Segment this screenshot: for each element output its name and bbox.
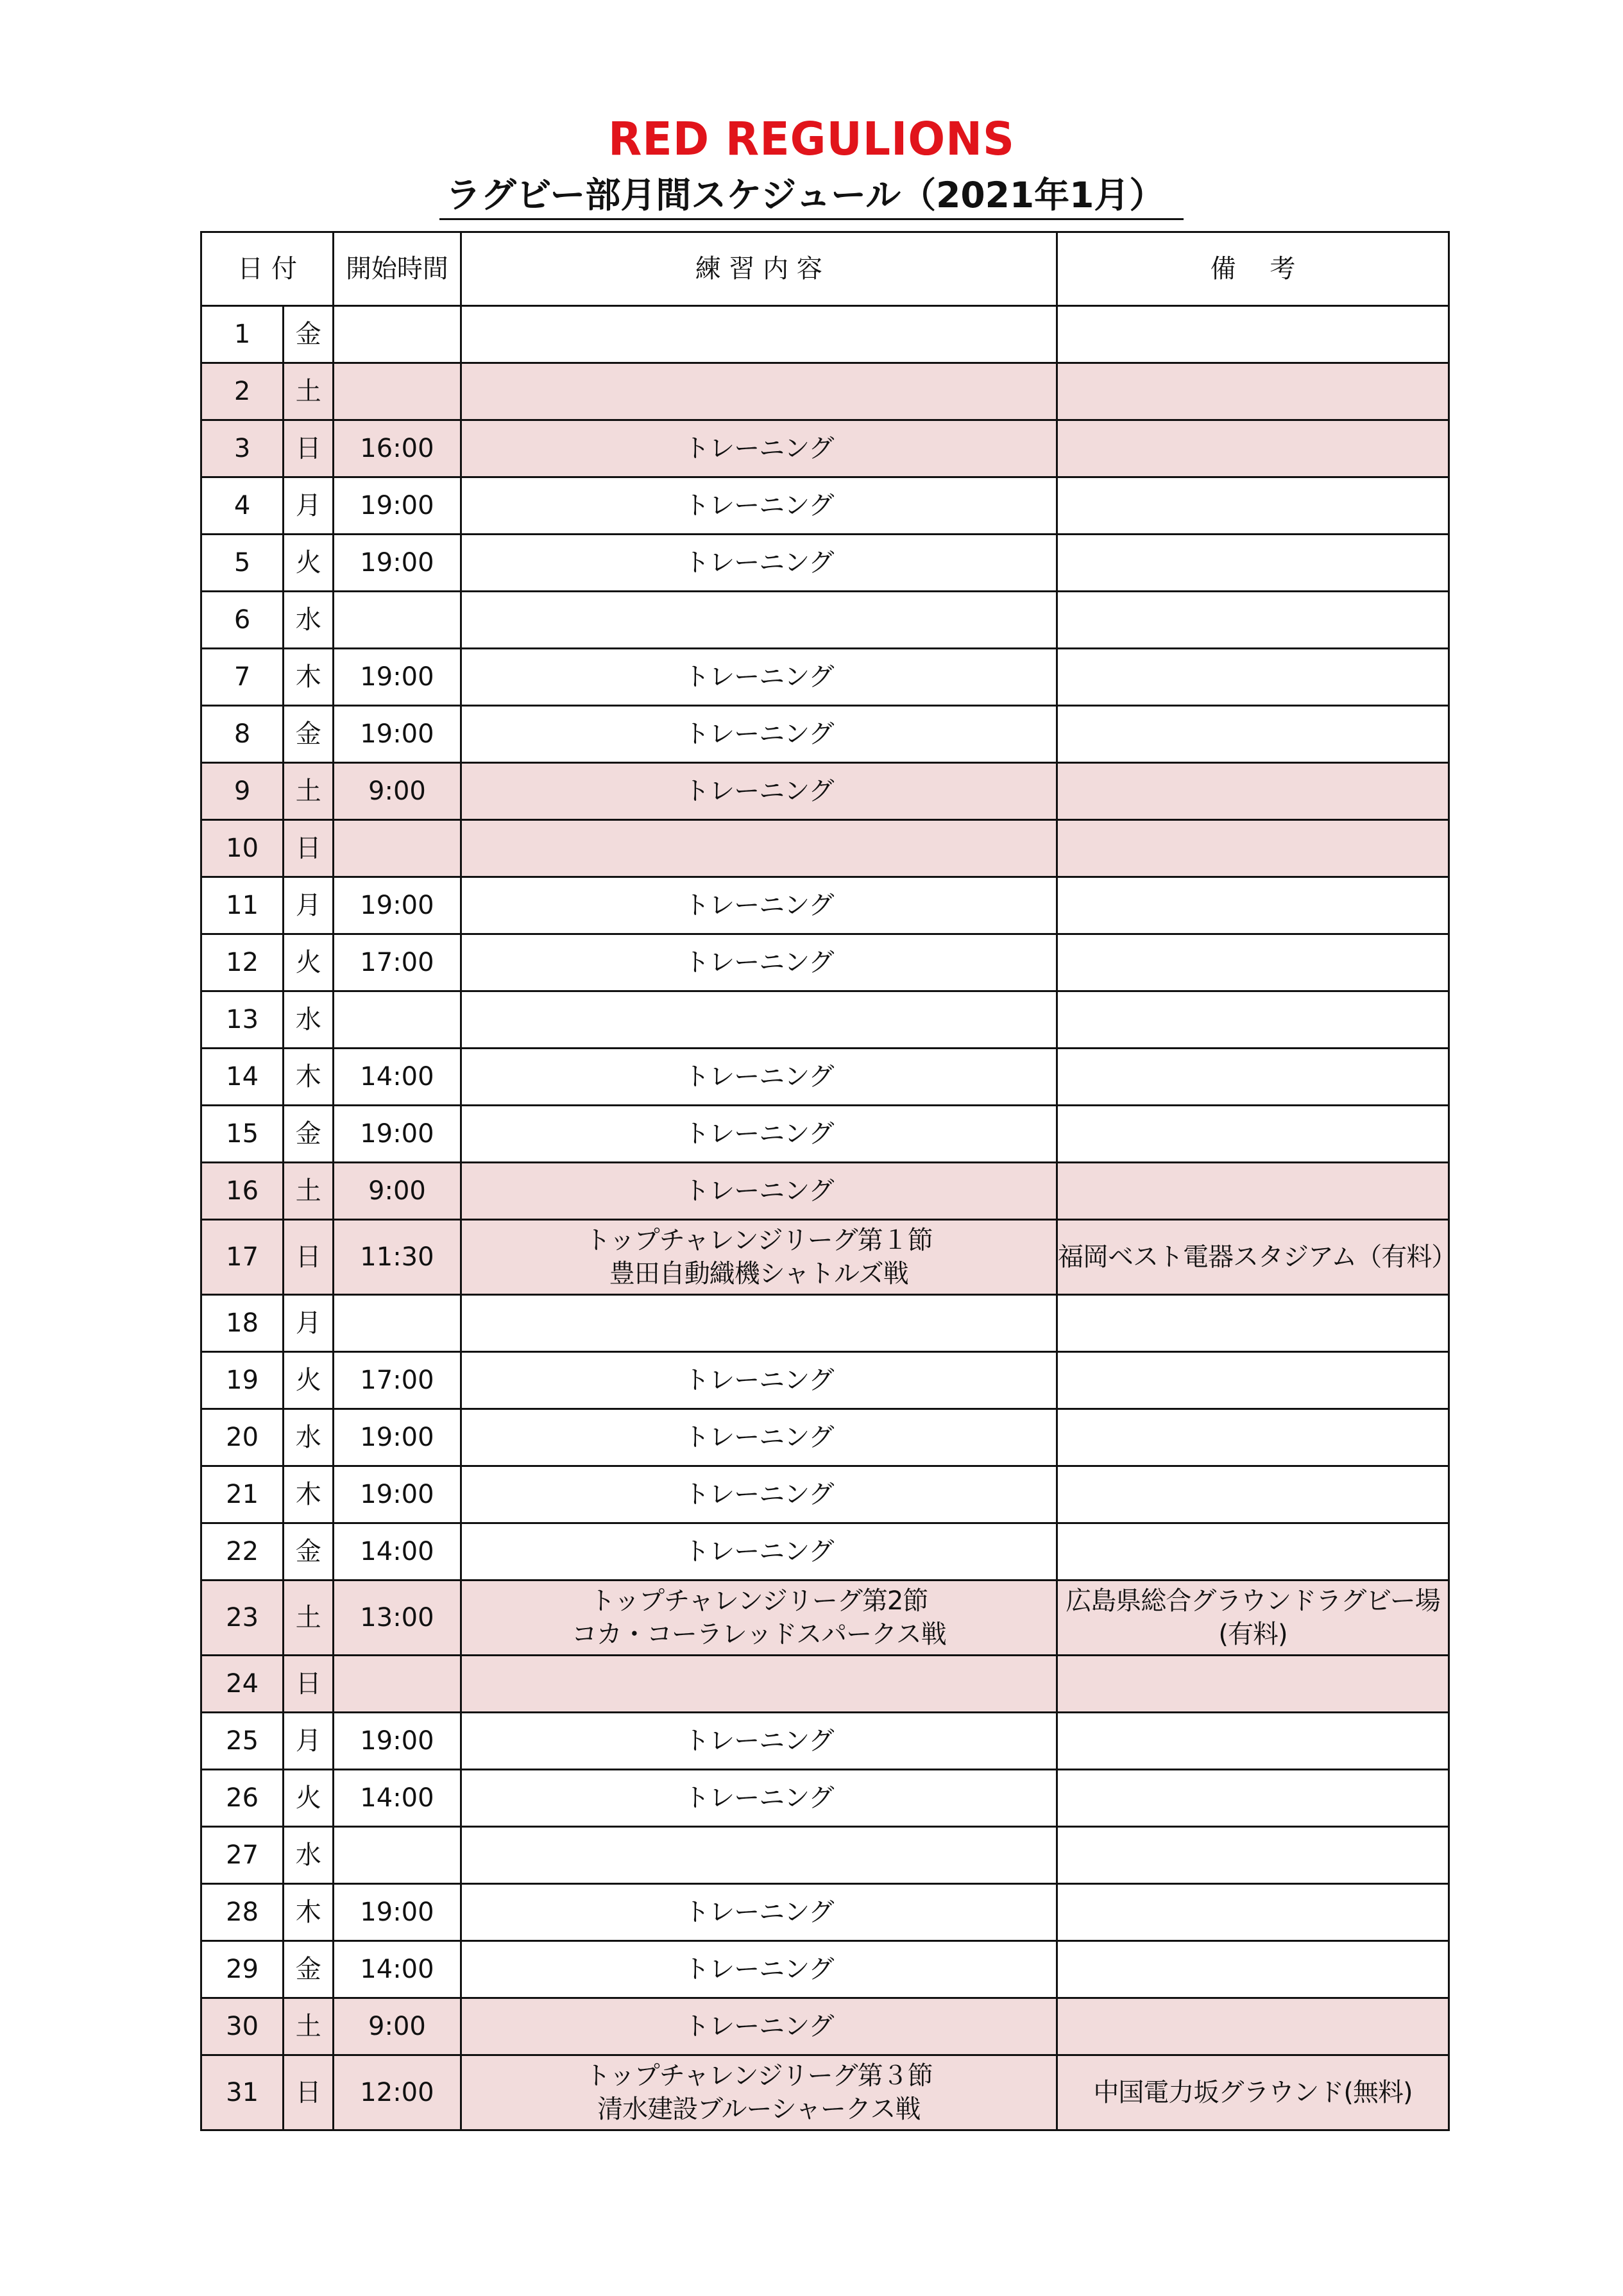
cell-start-time: 14:00 bbox=[334, 1049, 461, 1106]
table-row bbox=[201, 1941, 1449, 1998]
table-row bbox=[201, 820, 1449, 877]
cell-day: 14 bbox=[201, 1049, 284, 1106]
cell-day: 12 bbox=[201, 934, 284, 991]
table-row bbox=[201, 1106, 1449, 1163]
table-row bbox=[201, 306, 1449, 363]
cell-content bbox=[461, 306, 1057, 363]
cell-weekday: 月 bbox=[284, 1713, 334, 1770]
cell-start-time: 19:00 bbox=[334, 1409, 461, 1466]
cell-notes bbox=[1057, 991, 1449, 1049]
content-line-2: 清水建設ブルーシャークス戦 bbox=[597, 2095, 921, 2124]
header-date: 日 付 bbox=[201, 232, 334, 306]
cell-start-time: 11:30 bbox=[334, 1220, 461, 1295]
cell-content bbox=[461, 1163, 1057, 1220]
cell-content bbox=[461, 820, 1057, 877]
content-line-1: トレーニング bbox=[684, 548, 834, 578]
cell-notes bbox=[1057, 820, 1449, 877]
cell-notes bbox=[1057, 649, 1449, 706]
cell-weekday: 金 bbox=[284, 306, 334, 363]
cell-content bbox=[461, 649, 1057, 706]
cell-content bbox=[461, 991, 1057, 1049]
cell-weekday: 火 bbox=[284, 934, 334, 991]
content-line-1: トレーニング bbox=[684, 662, 834, 692]
cell-notes bbox=[1057, 1106, 1449, 1163]
cell-content bbox=[461, 1581, 1057, 1656]
cell-notes bbox=[1057, 877, 1449, 934]
cell-start-time: 14:00 bbox=[334, 1523, 461, 1581]
table-row bbox=[201, 1713, 1449, 1770]
cell-content bbox=[461, 420, 1057, 477]
cell-day: 24 bbox=[201, 1656, 284, 1713]
cell-content bbox=[461, 1352, 1057, 1409]
cell-weekday: 木 bbox=[284, 649, 334, 706]
cell-weekday: 火 bbox=[284, 1770, 334, 1827]
cell-content bbox=[461, 2055, 1057, 2130]
cell-notes bbox=[1057, 1941, 1449, 1998]
cell-content bbox=[461, 877, 1057, 934]
content-line-1: トップチャレンジリーグ第３節 bbox=[585, 2061, 933, 2091]
cell-day: 2 bbox=[201, 363, 284, 420]
cell-day: 31 bbox=[201, 2055, 284, 2130]
cell-day: 26 bbox=[201, 1770, 284, 1827]
content-line-1: トレーニング bbox=[684, 891, 834, 920]
cell-day: 7 bbox=[201, 649, 284, 706]
cell-notes bbox=[1057, 1049, 1449, 1106]
content-line-1: トレーニング bbox=[684, 491, 834, 520]
schedule-table bbox=[200, 231, 1457, 2131]
cell-day: 6 bbox=[201, 592, 284, 649]
content-line-2: コカ・コーラレッドスパークス戦 bbox=[571, 1620, 946, 1649]
cell-content bbox=[461, 1827, 1057, 1884]
cell-notes bbox=[1057, 306, 1449, 363]
table-row bbox=[201, 1466, 1449, 1523]
content-line-1: トレーニング bbox=[684, 2012, 834, 2041]
cell-weekday: 日 bbox=[284, 420, 334, 477]
cell-notes bbox=[1057, 1409, 1449, 1466]
content-line-1: トレーニング bbox=[684, 948, 834, 977]
content-line-1: トレーニング bbox=[684, 1062, 834, 1092]
cell-weekday: 日 bbox=[284, 1656, 334, 1713]
cell-content bbox=[461, 706, 1057, 763]
cell-content bbox=[461, 1713, 1057, 1770]
cell-day: 1 bbox=[201, 306, 284, 363]
cell-start-time bbox=[334, 1295, 461, 1352]
cell-notes: 福岡ベスト電器スタジアム（有料） bbox=[1057, 1220, 1449, 1295]
table-row bbox=[201, 1581, 1449, 1656]
cell-content bbox=[461, 1106, 1057, 1163]
table-row bbox=[201, 1998, 1449, 2055]
cell-start-time: 9:00 bbox=[334, 1163, 461, 1220]
cell-notes bbox=[1057, 420, 1449, 477]
cell-day: 29 bbox=[201, 1941, 284, 1998]
cell-notes bbox=[1057, 1656, 1449, 1713]
table-row bbox=[201, 1884, 1449, 1941]
cell-notes bbox=[1057, 535, 1449, 592]
cell-day: 5 bbox=[201, 535, 284, 592]
cell-weekday: 土 bbox=[284, 1163, 334, 1220]
cell-start-time: 19:00 bbox=[334, 1713, 461, 1770]
content-line-1: トレーニング bbox=[684, 1176, 834, 1206]
cell-content bbox=[461, 592, 1057, 649]
cell-start-time: 12:00 bbox=[334, 2055, 461, 2130]
content-line-1: トレーニング bbox=[684, 1480, 834, 1509]
cell-content bbox=[461, 1466, 1057, 1523]
table-row bbox=[201, 1656, 1449, 1713]
cell-day: 4 bbox=[201, 477, 284, 535]
cell-notes bbox=[1057, 1770, 1449, 1827]
cell-notes: 中国電力坂グラウンド(無料) bbox=[1057, 2055, 1449, 2130]
cell-weekday: 月 bbox=[284, 1295, 334, 1352]
cell-weekday: 水 bbox=[284, 991, 334, 1049]
cell-notes bbox=[1057, 477, 1449, 535]
cell-weekday: 月 bbox=[284, 477, 334, 535]
cell-weekday: 日 bbox=[284, 1220, 334, 1295]
cell-day: 23 bbox=[201, 1581, 284, 1656]
content-line-1: トレーニング bbox=[684, 1955, 834, 1984]
cell-day: 25 bbox=[201, 1713, 284, 1770]
cell-content bbox=[461, 363, 1057, 420]
content-line-1: トレーニング bbox=[684, 1119, 834, 1149]
table-row bbox=[201, 1163, 1449, 1220]
table-row bbox=[201, 363, 1449, 420]
header-row bbox=[201, 232, 1449, 306]
cell-day: 21 bbox=[201, 1466, 284, 1523]
cell-day: 28 bbox=[201, 1884, 284, 1941]
cell-notes bbox=[1057, 1523, 1449, 1581]
content-line-1: トップチャレンジリーグ第１節 bbox=[585, 1226, 933, 1255]
cell-notes: 広島県総合グラウンドラグビー場(有料) bbox=[1057, 1581, 1449, 1656]
cell-content bbox=[461, 1770, 1057, 1827]
cell-notes bbox=[1057, 763, 1449, 820]
cell-day: 16 bbox=[201, 1163, 284, 1220]
content-line-1: トレーニング bbox=[684, 1366, 834, 1395]
cell-weekday: 水 bbox=[284, 592, 334, 649]
table-row bbox=[201, 1523, 1449, 1581]
table-row bbox=[201, 477, 1449, 535]
cell-weekday: 木 bbox=[284, 1049, 334, 1106]
title-container bbox=[0, 175, 1623, 220]
cell-content bbox=[461, 477, 1057, 535]
content-line-1: トレーニング bbox=[684, 776, 834, 806]
cell-start-time: 19:00 bbox=[334, 1106, 461, 1163]
cell-notes bbox=[1057, 1998, 1449, 2055]
content-line-1: トレーニング bbox=[684, 1726, 834, 1756]
table-row bbox=[201, 1827, 1449, 1884]
cell-start-time: 19:00 bbox=[334, 1466, 461, 1523]
cell-start-time: 14:00 bbox=[334, 1770, 461, 1827]
page-title: ラグビー部月間スケジュール（2021年1月） bbox=[439, 175, 1184, 220]
header-notes: 備 考 bbox=[1057, 232, 1449, 306]
cell-notes bbox=[1057, 706, 1449, 763]
cell-weekday: 日 bbox=[284, 2055, 334, 2130]
cell-start-time: 17:00 bbox=[334, 1352, 461, 1409]
cell-day: 19 bbox=[201, 1352, 284, 1409]
content-line-1: トレーニング bbox=[684, 1783, 834, 1813]
content-line-1: トレーニング bbox=[684, 719, 834, 749]
table-row bbox=[201, 420, 1449, 477]
content-line-2: 豊田自動織機シャトルズ戦 bbox=[609, 1259, 908, 1289]
cell-content bbox=[461, 535, 1057, 592]
table-header bbox=[201, 232, 1449, 306]
cell-notes bbox=[1057, 1163, 1449, 1220]
table-row bbox=[201, 763, 1449, 820]
table-row bbox=[201, 1409, 1449, 1466]
cell-start-time: 14:00 bbox=[334, 1941, 461, 1998]
header-content: 練 習 内 容 bbox=[461, 232, 1057, 306]
cell-start-time bbox=[334, 306, 461, 363]
table-row bbox=[201, 649, 1449, 706]
content-line-1: トップチャレンジリーグ第2節 bbox=[590, 1586, 928, 1616]
cell-content bbox=[461, 1941, 1057, 1998]
cell-day: 20 bbox=[201, 1409, 284, 1466]
cell-weekday: 土 bbox=[284, 363, 334, 420]
cell-start-time: 16:00 bbox=[334, 420, 461, 477]
cell-notes bbox=[1057, 1466, 1449, 1523]
cell-day: 15 bbox=[201, 1106, 284, 1163]
cell-start-time: 19:00 bbox=[334, 877, 461, 934]
cell-day: 8 bbox=[201, 706, 284, 763]
content-line-1: トレーニング bbox=[684, 1898, 834, 1927]
cell-start-time bbox=[334, 991, 461, 1049]
cell-weekday: 金 bbox=[284, 1523, 334, 1581]
cell-weekday: 土 bbox=[284, 1581, 334, 1656]
cell-start-time bbox=[334, 363, 461, 420]
cell-weekday: 木 bbox=[284, 1466, 334, 1523]
cell-weekday: 土 bbox=[284, 763, 334, 820]
cell-start-time: 19:00 bbox=[334, 535, 461, 592]
cell-day: 9 bbox=[201, 763, 284, 820]
cell-notes bbox=[1057, 1352, 1449, 1409]
cell-weekday: 木 bbox=[284, 1884, 334, 1941]
cell-content bbox=[461, 1220, 1057, 1295]
cell-day: 30 bbox=[201, 1998, 284, 2055]
cell-weekday: 金 bbox=[284, 1941, 334, 1998]
cell-content bbox=[461, 1884, 1057, 1941]
cell-start-time: 9:00 bbox=[334, 763, 461, 820]
table-row bbox=[201, 1220, 1449, 1295]
cell-weekday: 金 bbox=[284, 706, 334, 763]
table-body bbox=[201, 306, 1457, 2130]
cell-content bbox=[461, 1295, 1057, 1352]
cell-weekday: 月 bbox=[284, 877, 334, 934]
cell-weekday: 火 bbox=[284, 1352, 334, 1409]
cell-start-time: 19:00 bbox=[334, 477, 461, 535]
table-row bbox=[201, 706, 1449, 763]
cell-content bbox=[461, 763, 1057, 820]
cell-weekday: 水 bbox=[284, 1409, 334, 1466]
table-row bbox=[201, 2055, 1449, 2130]
cell-start-time: 19:00 bbox=[334, 649, 461, 706]
cell-notes bbox=[1057, 1295, 1449, 1352]
cell-start-time: 19:00 bbox=[334, 706, 461, 763]
cell-content bbox=[461, 934, 1057, 991]
table-row bbox=[201, 592, 1449, 649]
cell-day: 3 bbox=[201, 420, 284, 477]
cell-day: 13 bbox=[201, 991, 284, 1049]
cell-day: 11 bbox=[201, 877, 284, 934]
table-row bbox=[201, 934, 1449, 991]
content-line-1: トレーニング bbox=[684, 1423, 834, 1452]
cell-day: 18 bbox=[201, 1295, 284, 1352]
table-row bbox=[201, 1049, 1449, 1106]
table-row bbox=[201, 991, 1449, 1049]
content-line-1: トレーニング bbox=[684, 1537, 834, 1566]
cell-notes bbox=[1057, 1827, 1449, 1884]
cell-day: 17 bbox=[201, 1220, 284, 1295]
table-row bbox=[201, 1352, 1449, 1409]
cell-weekday: 火 bbox=[284, 535, 334, 592]
cell-start-time bbox=[334, 1827, 461, 1884]
cell-start-time bbox=[334, 820, 461, 877]
cell-weekday: 土 bbox=[284, 1998, 334, 2055]
cell-weekday: 日 bbox=[284, 820, 334, 877]
cell-start-time: 13:00 bbox=[334, 1581, 461, 1656]
cell-start-time bbox=[334, 1656, 461, 1713]
content-line-1: トレーニング bbox=[684, 434, 834, 463]
table-row bbox=[201, 877, 1449, 934]
cell-content bbox=[461, 1523, 1057, 1581]
cell-day: 22 bbox=[201, 1523, 284, 1581]
cell-content bbox=[461, 1409, 1057, 1466]
cell-start-time: 19:00 bbox=[334, 1884, 461, 1941]
cell-start-time bbox=[334, 592, 461, 649]
cell-notes bbox=[1057, 1884, 1449, 1941]
table-row bbox=[201, 535, 1449, 592]
cell-weekday: 金 bbox=[284, 1106, 334, 1163]
cell-content bbox=[461, 1656, 1057, 1713]
cell-start-time: 17:00 bbox=[334, 934, 461, 991]
cell-notes bbox=[1057, 934, 1449, 991]
table-row bbox=[201, 1295, 1449, 1352]
cell-content bbox=[461, 1998, 1057, 2055]
cell-weekday: 水 bbox=[284, 1827, 334, 1884]
cell-day: 10 bbox=[201, 820, 284, 877]
cell-notes bbox=[1057, 1713, 1449, 1770]
brand-logo: RED REGULIONS bbox=[608, 113, 1015, 166]
cell-notes bbox=[1057, 363, 1449, 420]
cell-notes bbox=[1057, 592, 1449, 649]
table-row bbox=[201, 1770, 1449, 1827]
cell-content bbox=[461, 1049, 1057, 1106]
cell-day: 27 bbox=[201, 1827, 284, 1884]
cell-start-time: 9:00 bbox=[334, 1998, 461, 2055]
header-start-time: 開始時間 bbox=[334, 232, 461, 306]
